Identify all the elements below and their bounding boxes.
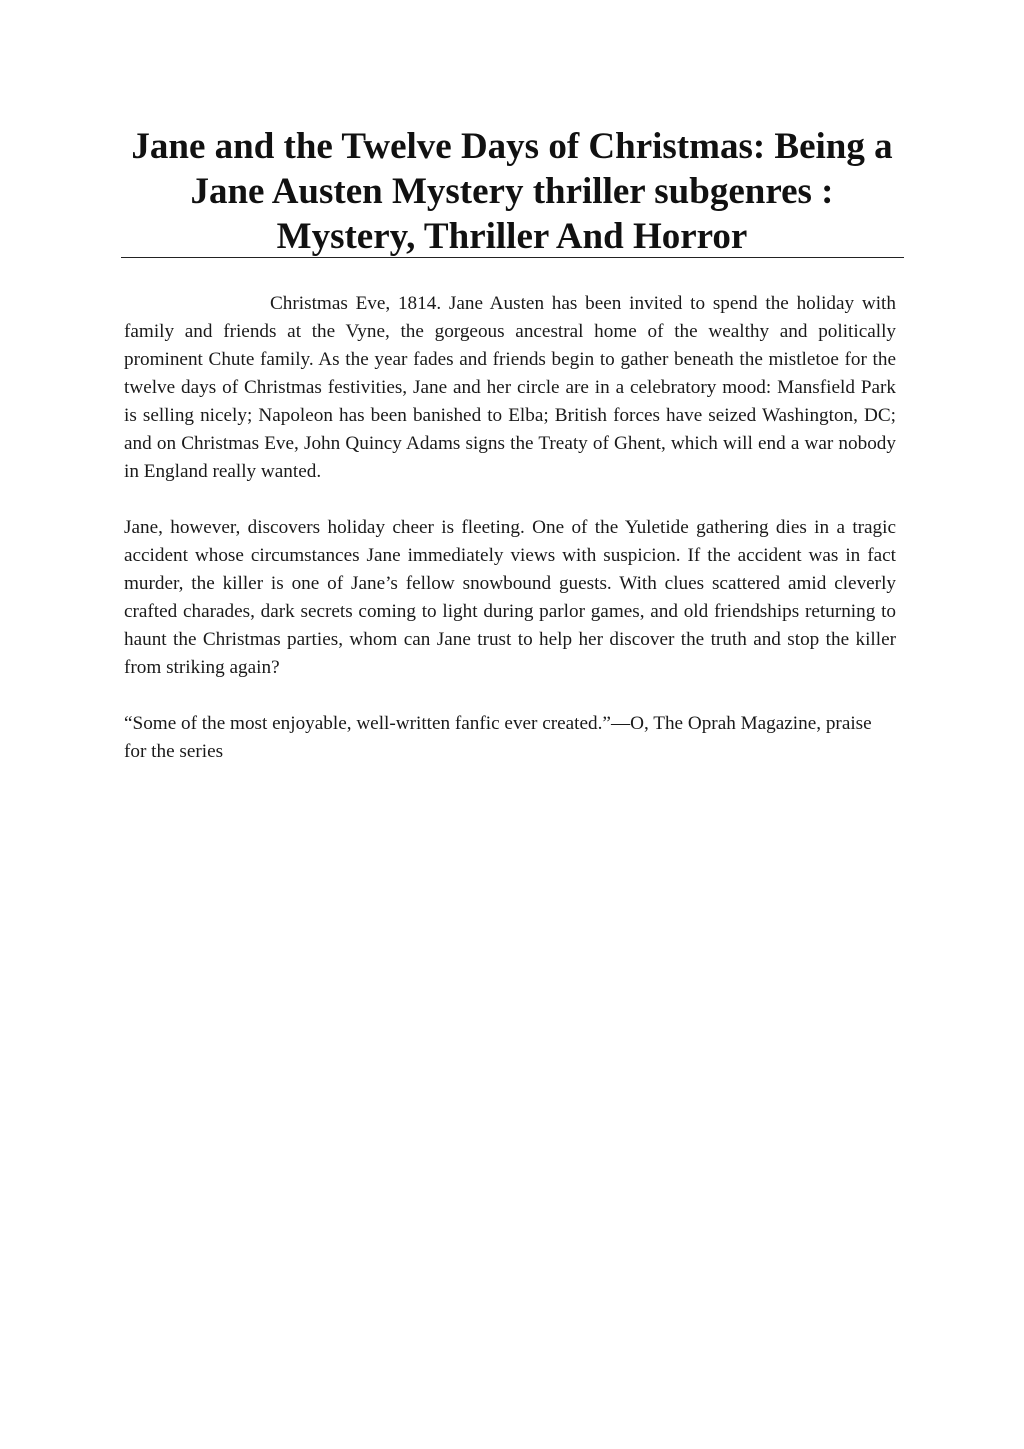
paragraph-synopsis-plot: Jane, however, discovers holiday cheer is fleeting. One of the Yuletide gathering dies in a tragic accident whose circumstances Jane immediately views with suspicion. If the accident was in fact murder, the killer is one of Jane’s fellow snowbound guests. With clues scattered amid cleverly crafted charades, dark secrets coming to light during parlor games, and old friendships returning to haunt the Christmas parties, whom can Jane trust to help her discover the truth and stop the killer from striking again? xyxy=(124,517,896,678)
document-body xyxy=(124,290,896,794)
paragraph-review-quote: “Some of the most enjoyable, well-written fanfic ever created.”—O, The Oprah Magazine, praise for the series xyxy=(124,713,872,762)
paragraph-synopsis-intro: Christmas Eve, 1814. Jane Austen has been invited to spend the holiday with family and friends at the Vyne, the gorgeous ancestral home of the wealthy and politically prominent Chute family. As the year fades and friends begin to gather beneath the mistletoe for the twelve days of Christmas festivities, Jane and her circle are in a celebratory mood: Mansfield Park is selling nicely; Napoleon has been banished to Elba; British forces have seized Washington, DC; and on Christmas Eve, John Quincy Adams signs the Treaty of Ghent, which will end a war nobody in England really wanted. xyxy=(124,293,896,482)
title-divider xyxy=(121,257,904,258)
document-title: Jane and the Twelve Days of Christmas: Being a Jane Austen Mystery thriller subgenres : Mystery, Thriller And Horror xyxy=(131,126,893,257)
